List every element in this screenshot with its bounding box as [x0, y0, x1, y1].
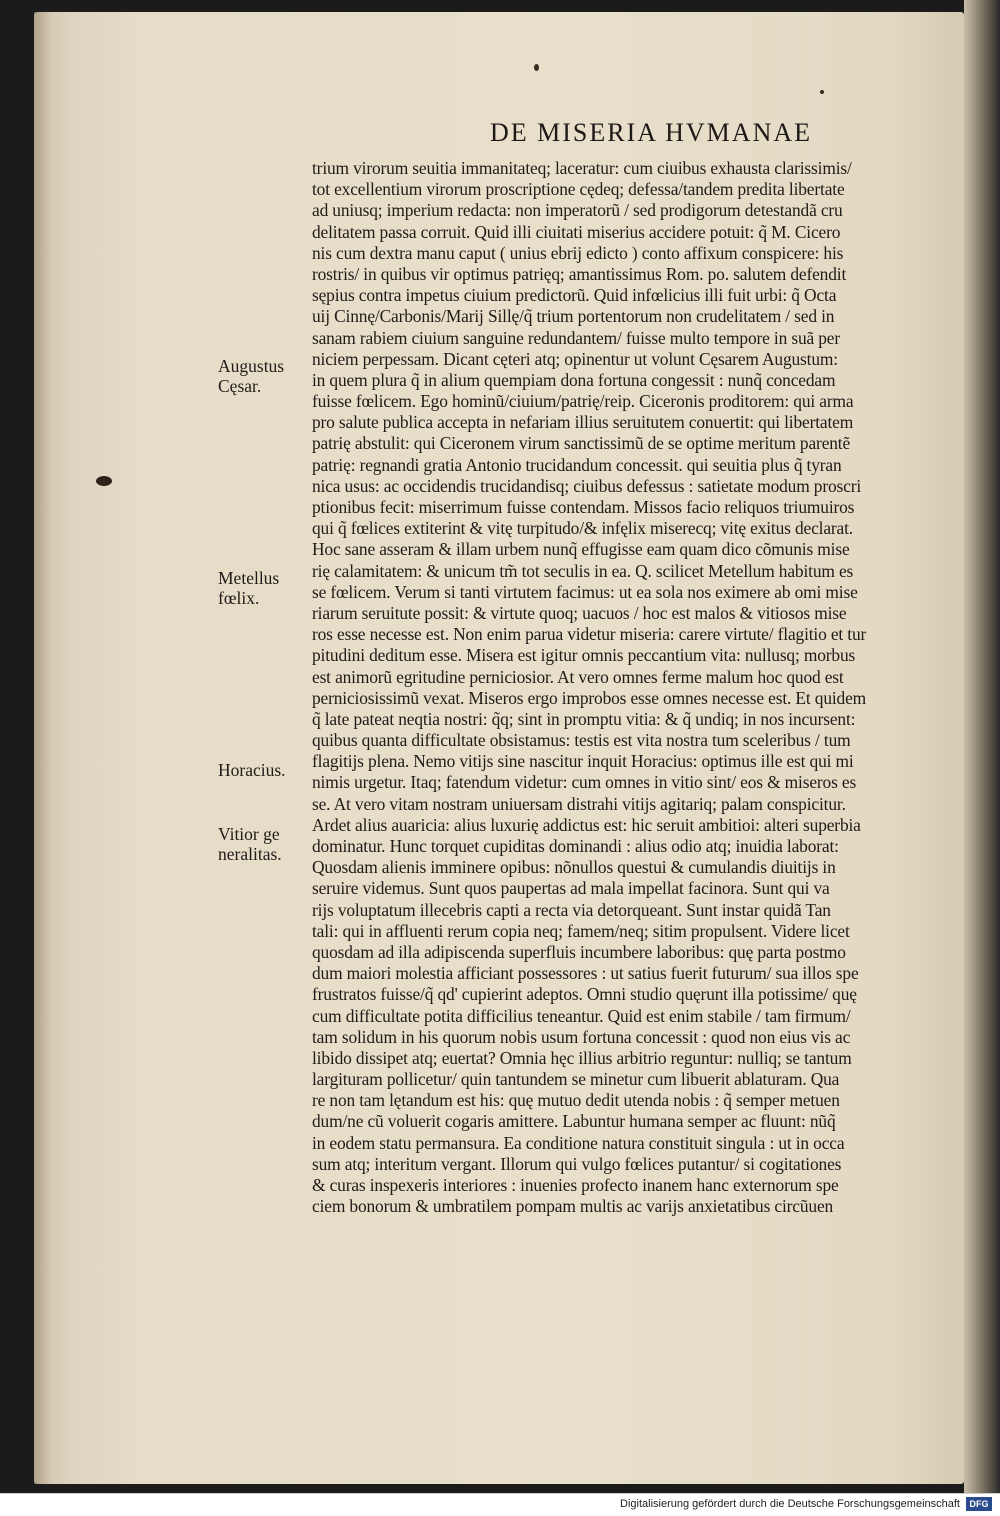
running-head: DE MISERIA HVMANAE: [490, 118, 812, 147]
ink-spot: [96, 476, 112, 486]
text-line: riarum seruitute possit: & virtute quoq; uacuos / hoc est malos & vitiosos mise: [312, 602, 847, 623]
text-line: uij Cinnę/Carbonis/Marij Sillę/q̃ trium portentorum non crudelitatem / sed in: [312, 306, 835, 327]
margin-note-augustus: [218, 356, 318, 396]
text-line: frustratos fuisse/q̃ qd' cupierint adeptos. Omni studio quęrunt illa potissime/ quę: [312, 984, 857, 1005]
main-text: [312, 158, 964, 1217]
text-line: in eodem statu permansura. Ea conditione natura constituit singula : ut in occa: [312, 1132, 845, 1153]
text-line: se. At vero vitam nostram uniuersam distrahi vitijs agitariq; palam conspicitur.: [312, 793, 846, 814]
margin-note-metellus: [218, 568, 318, 608]
text-line: nimis urgetur. Itaq; fatendum videtur: cum omnes in vitio sint/ eos & miseros es: [312, 772, 857, 793]
dfg-logo-icon: DFG: [966, 1497, 992, 1511]
footer-bar: [0, 1493, 1000, 1516]
margin-note-line: Metellus: [218, 568, 280, 588]
text-line: ros esse necesse est. Non enim parua videtur miseria: carere virtute/ flagitio et tur: [312, 624, 867, 645]
ink-spot: [534, 64, 539, 71]
text-line: pro salute publica accepta in nefariam illius seruitutem conuertit: qui libertatem: [312, 412, 854, 433]
margin-note-line: neralitas.: [218, 844, 282, 864]
text-line: sępius contra impetus ciuium predictorũ. Quid infœlicius illi fuit urbi: q̃ Octa: [312, 285, 837, 306]
text-line: ad uniusq; imperium redacta: non imperatorũ / sed prodigorum detestandã cru: [312, 200, 843, 221]
text-line: in quem plura q̃ in alium quempiam dona fortuna congessit : nunq̃ concedam: [312, 369, 836, 390]
book-spine: [964, 0, 1000, 1493]
margin-note-line: Vitior ge: [218, 824, 280, 844]
text-line: dominatur. Hunc torquet cupiditas dominandi : alius odio atq; inuidia laborat:: [312, 836, 839, 856]
text-line: est animorũ egritudine perniciosior. At vero omnes ferme malum hoc quod est: [312, 666, 844, 687]
text-line: rostris/ in quibus vir optimus patrięq; amantissimus Rom. po. salutem defendit: [312, 263, 847, 284]
text-line: largituram pollicetur/ quin tantundem se minetur cum libuerit ablaturam. Qua: [312, 1069, 840, 1090]
text-line: pitudini deditum esse. Misera est igitur omnis peccantium vita: nullusq; morbus: [312, 645, 856, 666]
margin-note-line: Horacius.: [218, 760, 286, 780]
text-line: Hoc sane asseram & illam urbem nunq̃ effugisse eam quam dico cõmunis mise: [312, 539, 850, 560]
text-line: dum/ne cũ voluerit cogaris amittere. Labuntur humana semper ac fluunt: nũq̃: [312, 1111, 836, 1132]
text-line: re non tam lętandum est his: quę mutuo dedit utenda nobis : q̃ semper metuen: [312, 1090, 840, 1111]
text-line: nica usus: ac occidendis trucidandisq; ciuibus defessus : satietate modum proscri: [312, 475, 862, 496]
text-line: tam solidum in his quorum nobis usum fortuna concessit : quod non eius vis ac: [312, 1026, 851, 1047]
margin-note-line: Cęsar.: [218, 376, 262, 396]
ink-spot: [820, 90, 824, 94]
text-line: Quosdam alienis imminere opibus: nõnullos questui & cumulandis diuitijs in: [312, 857, 836, 878]
text-line: libido dissipet atq; euertat? Omnia hęc illius arbitrio reguntur: nulliq; se tantum: [312, 1047, 852, 1068]
text-line: & curas inspexeris interiores : inuenies profecto inanem hanc externorum spe: [312, 1175, 839, 1195]
text-line: rię calamitatem: & unicum tm̃ tot seculis in ea. Q. scilicet Metellum habitum es: [312, 560, 854, 581]
margin-note-line: Augustus: [218, 356, 285, 376]
text-line: flagitijs plena. Nemo vitijs sine nascitur inquit Horacius: optimus ille est qui mi: [312, 751, 854, 772]
margin-note-vitiorum: [218, 824, 318, 864]
text-line: niciem perpessam. Dicant cęteri atq; opinentur ut volunt Cęsarem Augustum:: [312, 348, 838, 369]
text-line: q̃ late pateat neqtia nostri: q̃q; sint in promptu vitia: & q̃ undiq; in nos incursent:: [312, 708, 856, 729]
text-line: rijs voluptatum illecebris capti a recta via detorqueant. Sunt instar quidã Tan: [312, 899, 831, 920]
text-line: nis cum dextra manu caput ( unius ebrij edicto ) conto affixum conspicere: his: [312, 242, 844, 263]
margin-note-line: fœlix.: [218, 588, 260, 608]
text-line: fuisse fœlicem. Ego hominũ/ciuium/patrię/reip. Ciceronis proditorem: qui arma: [312, 391, 854, 412]
text-line: dum maiori molestia afficiant possessores : ut satius fuerit futurum/ sua illos spe: [312, 963, 859, 984]
text-line: sum atq; interitum vergant. Illorum qui vulgo fœlices putantur/ si cogitationes: [312, 1153, 842, 1174]
text-line: patrię: regnandi gratia Antonio trucidandum concessit. qui seuitia plus q̃ tyran: [312, 454, 842, 475]
text-line: seruire videmus. Sunt quos paupertas ad mala impellat facinora. Sunt qui va: [312, 878, 830, 899]
text-line: tot excellentium virorum proscriptione cędeq; defessa/tandem predita libertate: [312, 179, 845, 200]
text-line: quibus quanta difficultate obsistamus: testis est vita nostra tum sceleribus / tum: [312, 730, 851, 751]
text-line: quosdam ad illa adipiscenda superfluis incumbere laboribus: quę parta postmo: [312, 941, 846, 962]
text-line: delitatem passa corruit. Quid illi ciuitati miserius accidere potuit: q̃ M. Cicero: [312, 221, 841, 242]
text-line: ciem bonorum & umbratilem pompam multis ac varijs anxietatibus circũuen: [312, 1196, 834, 1217]
text-line: patrię abstulit: qui Ciceronem virum sanctissimũ de se optime meritum parentẽ: [312, 433, 851, 454]
margin-note-horacius: [218, 760, 318, 780]
text-line: ptionibus fecit: miserrimum fuisse contendam. Missos facio reliquos triumuiros: [312, 497, 855, 517]
text-line: Ardet alius auaricia: alius luxurię addictus est: hic seruit ambitioi: alteri superbia: [312, 814, 861, 835]
text-line: cum difficultate potita difficilius teneantur. Quid est enim stabile / tam firmum/: [312, 1005, 851, 1026]
text-line: tali: qui in affluenti rerum copia neq; famem/neq; sitim propulsent. Videre licet: [312, 920, 850, 941]
text-line: trium virorum seuitia immanitateq; laceratur: cum ciuibus exhausta clarissimis/: [312, 158, 852, 178]
text-line: se fœlicem. Verum si tanti virtutem facimus: ut ea sola nos eximere ab omi mise: [312, 581, 858, 602]
funding-credit: Digitalisierung gefördert durch die Deutsche Forschungsgemeinschaft: [620, 1498, 960, 1510]
text-line: sanam rabiem ciuium sanguine redundantem/ fuisse multo tempore in suã per: [312, 327, 841, 348]
text-line: qui q̃ fœlices extiterint & vitę turpitudo/& infęlix miserecq; vitę exitus declarat.: [312, 518, 854, 539]
text-line: perniciosissimũ vexat. Miseros ergo improbos esse omnes necesse est. Et quidem: [312, 687, 867, 708]
